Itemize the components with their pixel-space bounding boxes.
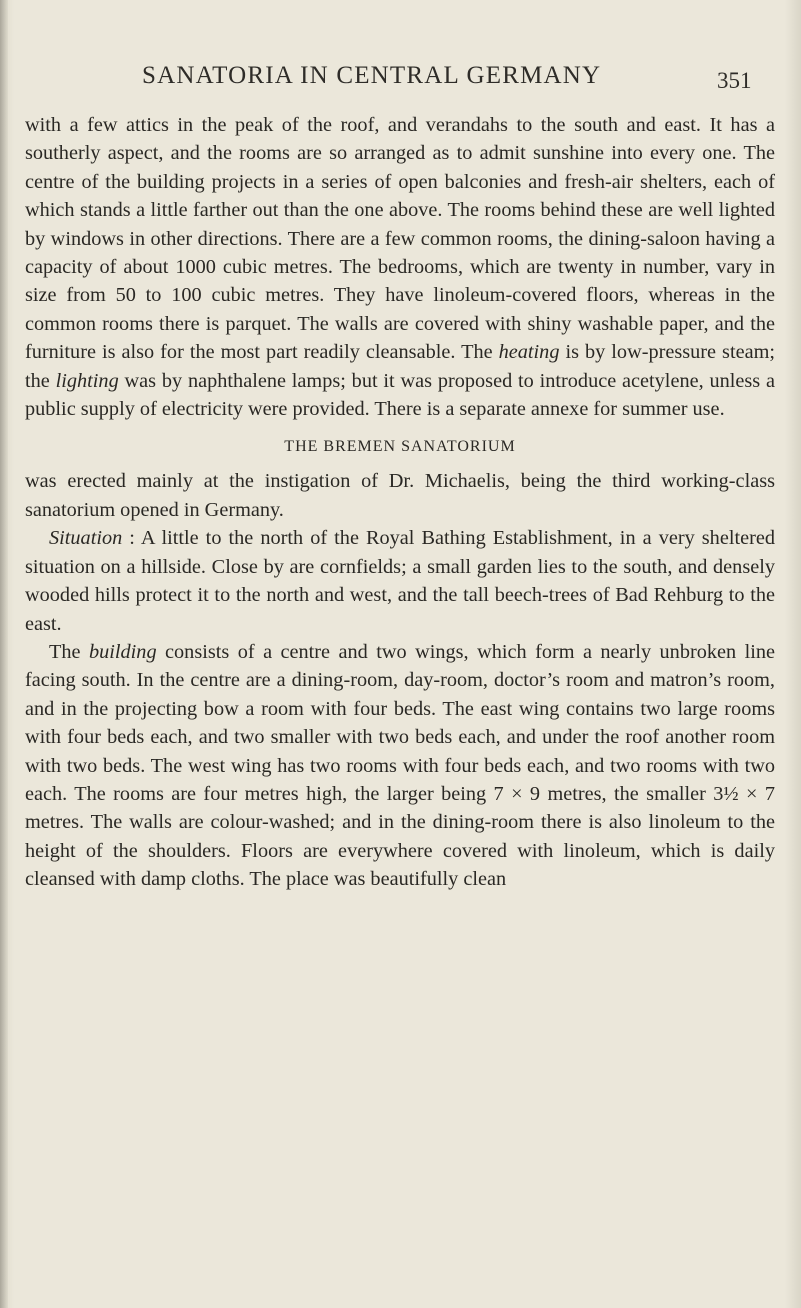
running-title: SANATORIA IN CENTRAL GERMANY — [142, 62, 602, 89]
paragraph-3-text: A little to the north of the Royal Bathing Establishment, in a very sheltered situation on a hillside. Close by are cornfields; a small garden lies to the south, and densely wooded hills protect it to the north and west, and the tall beech-trees of Bad Rehburg to the east. — [25, 527, 775, 635]
heating-term: heating — [498, 341, 560, 364]
paragraph-1 — [25, 111, 775, 423]
paragraph-3 — [25, 524, 775, 638]
page-number: 351 — [717, 68, 752, 93]
situation-colon: : — [122, 527, 141, 550]
body-text — [25, 111, 775, 894]
paragraph-4 — [25, 638, 775, 894]
paragraph-4-text: consists of a centre and two wings, which form a nearly unbroken line facing south. In the centre are a dining-room, day-room, doctor’s room and matron’s room, and in the projecting bow a room with four beds. The east wing contains two large rooms with four beds each, and two smaller with two beds each, and under the roof another room with two beds. The west wing has two rooms with four beds each, and two rooms with two each. The rooms are four metres high, the larger being 7 × 9 metres, the smaller 3½ × 7 metres. The walls are colour-washed; and in the dining-room there is also linoleum to the height of the shoulders. Floors are everywhere covered with linoleum, which is daily cleansed with damp cloths. The place was beautifully clean — [25, 640, 775, 891]
running-head — [0, 62, 801, 94]
gutter-shadow — [0, 0, 8, 1308]
paragraph-1-mid: is by low-pressure steam; the — [25, 341, 775, 392]
paragraph-1-end: was by naphthalene lamps; but it was proposed to introduce acetylene, unless a public supply of electricity were provided. There is a separate annexe for summer use. — [25, 369, 775, 421]
paragraph-4-start: The — [49, 640, 89, 663]
building-label: building — [88, 640, 157, 663]
section-heading: THE BREMEN SANATORIUM — [284, 438, 516, 456]
paragraph-1-text: with a few attics in the peak of the roof, and verandahs to the south and east. It has a southerly aspect, and the rooms are so arranged as to admit sunshine into every one. The centre of the building projects in a series of open balconies and fresh-air shelters, each of which stands a little farther out than the one above. The rooms behind these are well lighted by windows in other directions. There are a few common rooms, the dining-saloon having a capacity of about 1000 cubic metres. The bedrooms, which are twenty in number, vary in size from 50 to 100 cubic metres. They have linoleum-covered floors, whereas in the common rooms there is parquet. The walls are covered with shiny washable paper, and the furniture is also for the most part readily cleansable. The — [25, 114, 775, 364]
paragraph-2: was erected mainly at the instigation of Dr. Michaelis, being the third working-class sanatorium opened in Germany. — [25, 470, 775, 521]
situation-label: Situation — [49, 527, 123, 550]
lighting-term: lighting — [55, 369, 119, 392]
